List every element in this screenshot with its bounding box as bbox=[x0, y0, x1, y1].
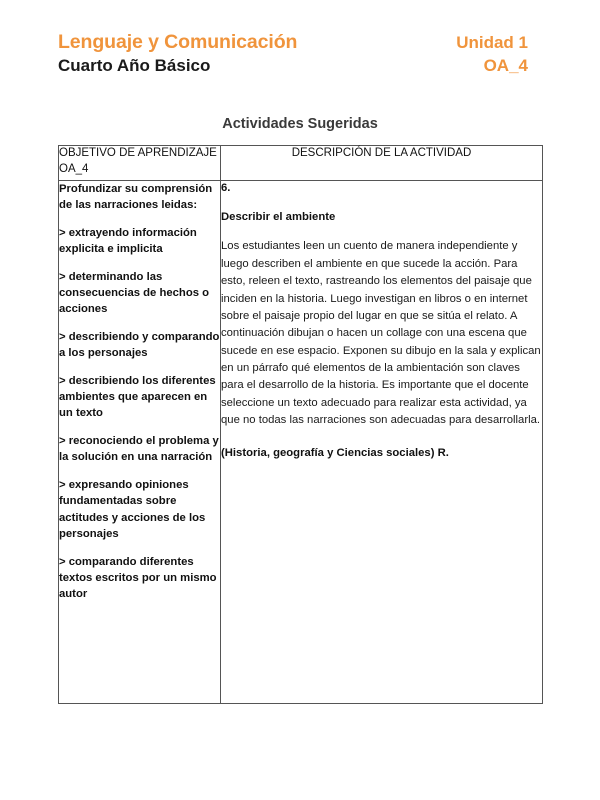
activity-table bbox=[58, 145, 543, 704]
activity-heading: Describir el ambiente bbox=[221, 210, 336, 223]
objective-bullet: > reconociendo el problema y la solución en una narración bbox=[59, 435, 219, 464]
objective-bullet: > expresando opiniones fundamentadas sobre actitudes y acciones de los personajes bbox=[59, 479, 206, 540]
activity-body: Los estudiantes leen un cuento de manera independiente y luego describen el ambiente en que sucede la acción. Para esto, releen el texto, rastreando los elementos del paisaje que inciden en la historia. Luego investigan en libros o en internet sobre el paisaje propio del lugar en que se sitúa el relato. A continuación dibujan o hacen un collage con una escena que sucede en ese espacio. Exponen su dibujo en la sala y explican en un párrafo qué elementos de la ambientación son claves para el desarrollo de la historia. Es importante que el docente seleccione un texto adecuado para realizar esta actividad, ya que no todas las narraciones son adecuadas para desarrollarla. bbox=[221, 240, 541, 427]
objective-intro: Profundizar su comprensión de las narraciones leidas: bbox=[59, 183, 213, 212]
header-row-primary bbox=[58, 32, 528, 54]
grade-title: Cuarto Año Básico bbox=[58, 55, 211, 75]
header-row-secondary bbox=[58, 56, 528, 76]
description-cell bbox=[221, 181, 543, 704]
section-title: Actividades Sugeridas bbox=[222, 116, 378, 132]
objective-cell bbox=[59, 181, 221, 704]
activity-source: (Historia, geografía y Ciencias sociales) R. bbox=[221, 446, 449, 459]
objective-bullet: > determinando las consecuencias de hechos o acciones bbox=[59, 271, 210, 316]
activity-number: 6. bbox=[221, 182, 231, 194]
subject-title: Lenguaje y Comunicación bbox=[58, 31, 298, 53]
table-header-row bbox=[59, 146, 543, 181]
oa-code-label: OA_4 bbox=[483, 55, 528, 75]
objective-bullet: > describiendo los diferentes ambientes que aparecen en un texto bbox=[59, 375, 216, 420]
objective-bullet: > comparando diferentes textos escritos por un mismo autor bbox=[59, 555, 217, 600]
objective-bullet: > describiendo y comparando a los personajes bbox=[59, 331, 220, 360]
column-header-description: DESCRIPCIÓN DE LA ACTIVIDAD bbox=[221, 146, 543, 181]
document-header bbox=[58, 32, 528, 76]
table-row bbox=[59, 181, 543, 704]
column-header-objective: OBJETIVO DE APRENDIZAJE OA_4 bbox=[59, 146, 221, 181]
objective-bullet: > extrayendo información explicita e implicita bbox=[59, 227, 197, 256]
unit-label: Unidad 1 bbox=[456, 33, 528, 52]
